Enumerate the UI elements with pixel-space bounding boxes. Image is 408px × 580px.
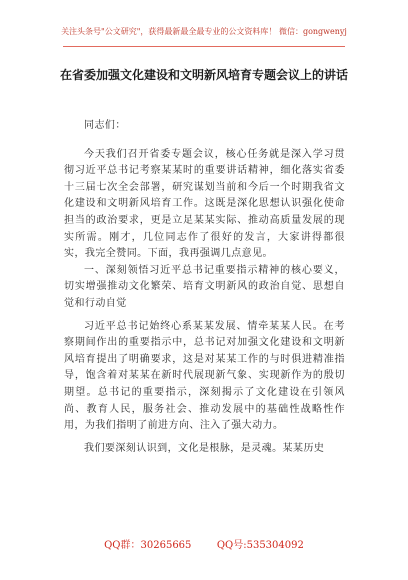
section-heading-1: 一、深刻领悟习近平总书记重要指示精神的核心要义，切实增强推动文化繁荣、培育文明新风的政治自觉、思想自觉和行动自觉 (64, 264, 345, 309)
paragraph-intro: 今天我们召开省委专题会议，核心任务就是深入学习贯彻习近平总书记考察某某时的重要讲话精神，细化落实省委十三届七次全会部署，研究谋划当前和今后一个时期我省文化建设和文明新风培育工作。这既是深化思想认识强化使命担当的政治要求，更是立足某某实际、推动高质量发展的现实所需。刚才，几位同志作了很好的发言，大家讲得都很实，我完全赞同。下面，我再强调几点意见。 (64, 148, 345, 260)
document-title: 在省委加强文化建设和文明新风培育专题会议上的讲话 (59, 68, 348, 82)
paragraph-body: 习近平总书记始终心系某某发展、情牵某某人民。在考察期间作出的重要指示中，总书记对加强文化建设和文明新风培育提出了明确要求，这是对某某工作的与时俱进精准指导，饱含着对某某在新时代展现新气象、实现新作为的殷切期望。总书记的重要指示，深刻揭示了文化建设在引领风尚、教育人民，服务社会、推动发展中的基础性战略性作用，为我们指明了前进方向、注入了强大动力。 (64, 320, 345, 432)
salutation: 同志们： (84, 120, 126, 131)
footer-contact: QQ群：30265665 QQ号:535304092 (104, 540, 304, 551)
document-body (64, 118, 345, 457)
header-divider (63, 46, 345, 47)
paragraph-body-continued: 我们要深刻认识到，文化是根脉，是灵魂。某某历史 (84, 442, 325, 454)
header-banner: 关注头条号"公文研究"，获得最新最全最专业的公文资料库！ 微信：gongwenyj (61, 27, 347, 36)
